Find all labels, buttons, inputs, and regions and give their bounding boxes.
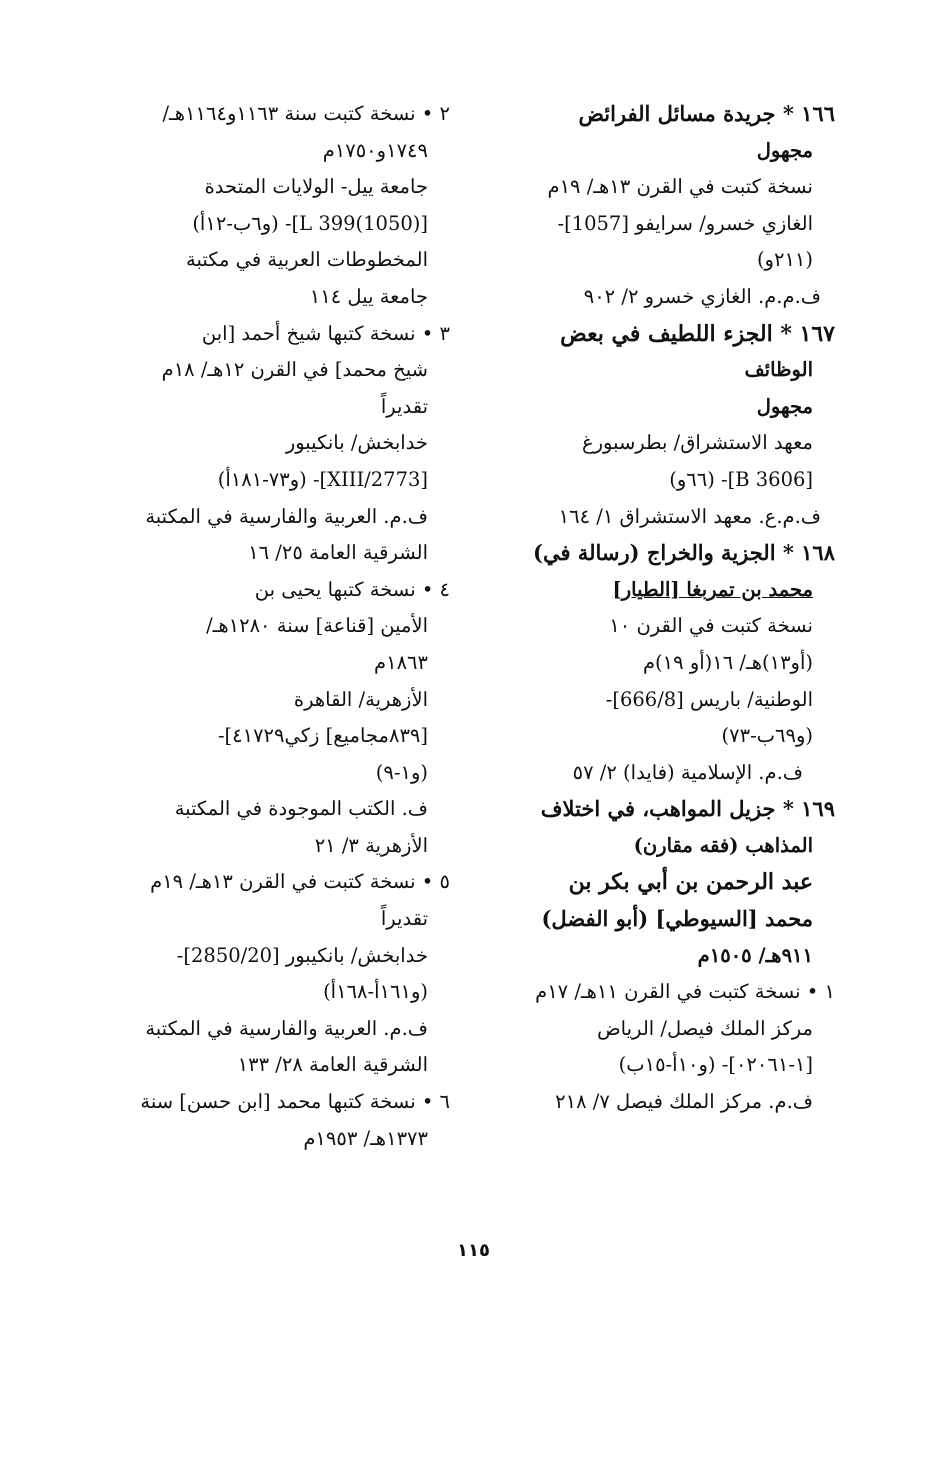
left-column-line: خدابخش/ بانكيبور xyxy=(285,431,428,455)
right-column-line: (و٦٩ب-٧٣) xyxy=(721,724,813,748)
left-column-line: ٦ • نسخة كتبها محمد [ابن حسن] سنة xyxy=(140,1090,450,1114)
right-column-line: (٢١١و) xyxy=(756,248,813,272)
right-column-line: ١ • نسخة كتبت في القرن ١١هـ/ ١٧م xyxy=(535,980,835,1004)
right-column-line: الغازي خسرو/ سرايفو [1057]- xyxy=(557,211,813,235)
left-column-line: ف.م. العربية والفارسية في المكتبة xyxy=(145,1016,428,1040)
right-column xyxy=(490,96,835,1121)
right-column-line: [١-٠٢٠٦١]- (و١٠أ-١٥ب) xyxy=(618,1053,813,1077)
right-column-line: نسخة كتبت في القرن ١٣هـ/ ١٩م xyxy=(547,175,813,199)
left-column-line: (و١-٩) xyxy=(375,760,428,784)
left-column-line: جامعة ييل- الولايات المتحدة xyxy=(204,175,428,199)
right-column-line: مجهول xyxy=(756,394,813,418)
left-column-line: الأزهرية/ القاهرة xyxy=(293,687,428,711)
left-column-line: ٤ • نسخة كتبها يحيى بن xyxy=(254,577,450,601)
right-column-line: ف.م. الإسلامية (فايدا) ٢/ ٥٧ xyxy=(572,760,803,784)
right-column-line: [B 3606]- (٦٦و) xyxy=(669,467,813,491)
left-column-line: الأمين [قناعة] سنة ١٢٨٠هـ/ xyxy=(206,614,428,638)
right-column-line: عبد الرحمن بن أبي بكر بن xyxy=(568,869,813,896)
left-column-line: خدابخش/ بانكيبور [2850/20]- xyxy=(176,943,428,967)
right-column-line: معهد الاستشراق/ بطرسبورغ xyxy=(581,431,813,455)
left-column-line: ٥ • نسخة كتبت في القرن ١٣هـ/ ١٩م xyxy=(150,870,450,894)
left-column-line: ١٣٧٣هـ/ ١٩٥٣م xyxy=(303,1126,428,1150)
right-column-line: محمد بن تمربغا [الطيار] xyxy=(612,577,813,601)
left-column-line: شيخ محمد] في القرن ١٢هـ/ ١٨م xyxy=(161,358,428,382)
left-column-line: [2773/XIII]- (و٧٣-١٨١أ) xyxy=(217,467,428,491)
right-column-line: الوظائف xyxy=(744,358,813,382)
left-column-line: ف.م. العربية والفارسية في المكتبة xyxy=(145,504,428,528)
left-column-line: (و١٦١أ-١٦٨أ) xyxy=(323,980,428,1004)
right-column-line: الوطنية/ باريس [666/8]- xyxy=(605,687,813,711)
left-column-line: ف. الكتب الموجودة في المكتبة xyxy=(174,797,428,821)
right-column-line: محمد [السيوطي] (أبو الفضل) xyxy=(541,906,813,932)
left-column-line: ٣ • نسخة كتبها شيخ أحمد [ابن xyxy=(201,321,450,345)
left-column-line: جامعة ييل ١١٤ xyxy=(309,284,428,308)
left-column-line: تقديراً xyxy=(380,907,428,931)
right-column-line: ف.م.ع. معهد الاستشراق ١/ ١٦٤ xyxy=(558,504,821,528)
right-column-line: المذاهب (فقه مقارن) xyxy=(633,833,813,857)
left-column-line: المخطوطات العربية في مكتبة xyxy=(185,248,428,272)
right-column-line: نسخة كتبت في القرن ١٠ xyxy=(609,614,813,638)
left-column-line: ١٧٤٩و١٧٥٠م xyxy=(322,138,428,162)
page-number: ١١٥ xyxy=(457,1240,490,1261)
left-column xyxy=(105,96,450,1157)
right-column-line: ١٦٦ * جريدة مسائل الفرائض xyxy=(578,101,835,126)
left-column-line: [٨٣٩مجاميع] زكي٤١٧٢٩]- xyxy=(217,724,428,748)
left-column-line: ٢ • نسخة كتبت سنة ١١٦٣و١١٦٤هـ/ xyxy=(162,102,450,125)
left-column-line: تقديراً xyxy=(380,394,428,418)
left-column-line: الأزهرية ٣/ ٢١ xyxy=(314,833,428,857)
right-column-line: ف.م.م. الغازي خسرو ٢/ ٩٠٢ xyxy=(583,284,821,308)
right-column-line: ١٦٩ * جزيل المواهب، في اختلاف xyxy=(540,796,835,822)
right-column-line: ١٦٨ * الجزية والخراج (رسالة في) xyxy=(533,540,835,566)
right-column-line: ٩١١هـ/ ١٥٠٥م xyxy=(697,943,813,967)
left-column-line: ١٨٦٣م xyxy=(374,650,428,674)
right-column-line: ١٦٧ * الجزء اللطيف في بعض xyxy=(560,320,835,347)
right-column-line: مجهول xyxy=(756,138,813,162)
left-column-line: الشرقية العامة ٢٨/ ١٣٣ xyxy=(237,1053,428,1077)
right-column-line: مركز الملك فيصل/ الرياض xyxy=(597,1016,813,1040)
right-column-line: ف.م. مركز الملك فيصل ٧/ ٢١٨ xyxy=(555,1090,813,1114)
left-column-line: [L 399(1050)]- (و٦ب-١٢أ) xyxy=(192,211,428,235)
right-column-line: (أو١٣)هـ/ ١٦(أو ١٩)م xyxy=(642,650,813,674)
left-column-line: الشرقية العامة ٢٥/ ١٦ xyxy=(248,541,428,565)
